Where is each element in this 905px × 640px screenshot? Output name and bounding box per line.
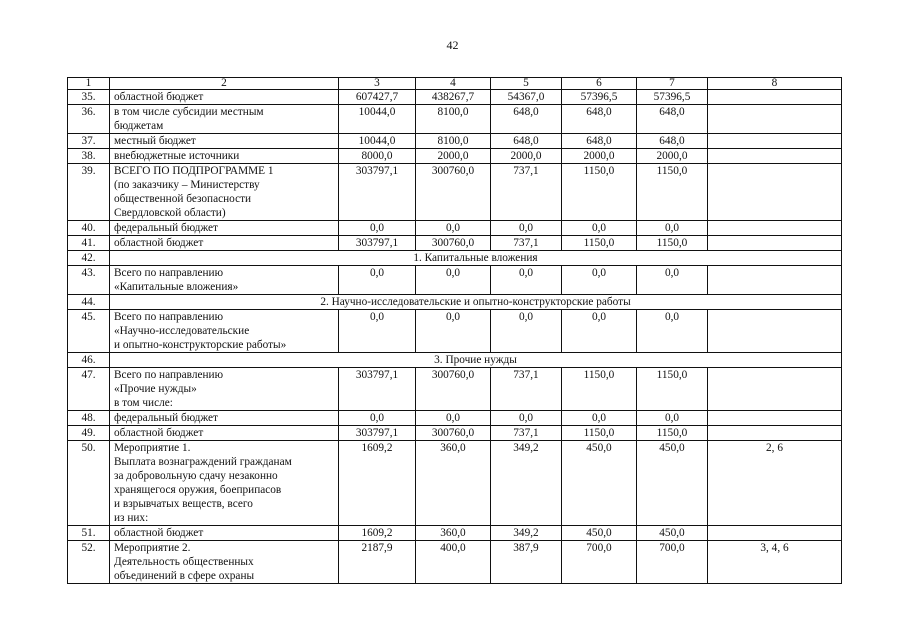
section-title: 1. Капитальные вложения: [110, 251, 842, 266]
amount-cell: 0,0: [491, 266, 562, 295]
amount-cell: 450,0: [637, 526, 708, 541]
amount-cell: 0,0: [491, 310, 562, 353]
section-row: [68, 251, 842, 266]
description-line: в том числе субсидии местным: [114, 106, 264, 118]
description-line: за добровольную сдачу незаконно: [114, 470, 278, 482]
amount-cell: 1150,0: [562, 164, 637, 221]
notes-cell: [708, 164, 842, 221]
table-row: [68, 441, 842, 526]
budget-table: [67, 77, 842, 584]
row-number: 47.: [68, 368, 110, 411]
row-description: [110, 164, 339, 221]
column-header: 4: [416, 78, 491, 90]
amount-cell: 300760,0: [416, 426, 491, 441]
column-header: 8: [708, 78, 842, 90]
row-number: 46.: [68, 353, 110, 368]
amount-cell: 0,0: [637, 310, 708, 353]
amount-cell: 2000,0: [491, 149, 562, 164]
table-row: [68, 236, 842, 251]
row-number: 51.: [68, 526, 110, 541]
notes-cell: [708, 134, 842, 149]
amount-cell: 648,0: [637, 105, 708, 134]
table-row: [68, 368, 842, 411]
amount-cell: 648,0: [637, 134, 708, 149]
amount-cell: 0,0: [562, 411, 637, 426]
table-row: [68, 164, 842, 221]
amount-cell: 1150,0: [562, 426, 637, 441]
amount-cell: 0,0: [339, 310, 416, 353]
row-number: 44.: [68, 295, 110, 310]
amount-cell: 360,0: [416, 441, 491, 526]
table-row: [68, 411, 842, 426]
amount-cell: 2000,0: [416, 149, 491, 164]
amount-cell: 303797,1: [339, 236, 416, 251]
table-row: [68, 105, 842, 134]
amount-cell: 8100,0: [416, 105, 491, 134]
column-header: 1: [68, 78, 110, 90]
description-line: «Капитальные вложения»: [114, 281, 239, 293]
notes-cell: [708, 411, 842, 426]
row-description: [110, 134, 339, 149]
amount-cell: 438267,7: [416, 90, 491, 105]
amount-cell: 0,0: [637, 266, 708, 295]
row-description: [110, 411, 339, 426]
amount-cell: 0,0: [491, 411, 562, 426]
notes-cell: [708, 368, 842, 411]
description-line: областной бюджет: [114, 427, 204, 439]
notes-cell: 3, 4, 6: [708, 541, 842, 584]
amount-cell: 1150,0: [637, 164, 708, 221]
table-row: [68, 90, 842, 105]
row-description: [110, 368, 339, 411]
description-line: в том числе:: [114, 397, 173, 409]
description-line: федеральный бюджет: [114, 222, 218, 234]
amount-cell: 1609,2: [339, 526, 416, 541]
amount-cell: 648,0: [562, 134, 637, 149]
table-row: [68, 134, 842, 149]
amount-cell: 648,0: [491, 134, 562, 149]
description-line: хранящегося оружия, боеприпасов: [114, 484, 282, 496]
row-description: [110, 221, 339, 236]
amount-cell: 450,0: [562, 526, 637, 541]
amount-cell: 737,1: [491, 236, 562, 251]
description-line: (по заказчику – Министерству: [114, 179, 260, 191]
notes-cell: [708, 90, 842, 105]
row-number: 35.: [68, 90, 110, 105]
description-line: «Прочие нужды»: [114, 383, 197, 395]
row-description: [110, 441, 339, 526]
amount-cell: 300760,0: [416, 368, 491, 411]
amount-cell: 8100,0: [416, 134, 491, 149]
amount-cell: 0,0: [491, 221, 562, 236]
description-line: областной бюджет: [114, 527, 204, 539]
amount-cell: 0,0: [339, 411, 416, 426]
description-line: Мероприятие 1.: [114, 442, 191, 454]
amount-cell: 303797,1: [339, 164, 416, 221]
notes-cell: [708, 221, 842, 236]
description-line: объединений в сфере охраны: [114, 570, 255, 582]
table-row: [68, 526, 842, 541]
column-header: 5: [491, 78, 562, 90]
amount-cell: 737,1: [491, 368, 562, 411]
row-description: [110, 310, 339, 353]
amount-cell: 0,0: [416, 310, 491, 353]
amount-cell: 1609,2: [339, 441, 416, 526]
amount-cell: 2000,0: [562, 149, 637, 164]
description-line: ВСЕГО ПО ПОДПРОГРАММЕ 1: [114, 165, 274, 177]
description-line: Всего по направлению: [114, 267, 224, 279]
amount-cell: 0,0: [416, 221, 491, 236]
row-description: [110, 105, 339, 134]
section-title: 2. Научно-исследовательские и опытно-конструкторские работы: [110, 295, 842, 310]
page-number: 42: [446, 38, 459, 52]
amount-cell: 1150,0: [562, 368, 637, 411]
section-row: [68, 353, 842, 368]
notes-cell: [708, 426, 842, 441]
amount-cell: 0,0: [562, 310, 637, 353]
table-row: [68, 541, 842, 584]
description-line: и опытно-конструкторские работы»: [114, 339, 287, 351]
notes-cell: 2, 6: [708, 441, 842, 526]
amount-cell: 700,0: [637, 541, 708, 584]
amount-cell: 607427,7: [339, 90, 416, 105]
amount-cell: 0,0: [562, 221, 637, 236]
row-description: [110, 149, 339, 164]
table-row: [68, 221, 842, 236]
amount-cell: 300760,0: [416, 236, 491, 251]
row-description: [110, 426, 339, 441]
amount-cell: 0,0: [637, 221, 708, 236]
description-line: областной бюджет: [114, 237, 204, 249]
amount-cell: 300760,0: [416, 164, 491, 221]
amount-cell: 54367,0: [491, 90, 562, 105]
amount-cell: 387,9: [491, 541, 562, 584]
row-number: 49.: [68, 426, 110, 441]
description-line: областной бюджет: [114, 91, 204, 103]
notes-cell: [708, 105, 842, 134]
row-number: 50.: [68, 441, 110, 526]
amount-cell: 737,1: [491, 164, 562, 221]
amount-cell: 303797,1: [339, 426, 416, 441]
header-row: [68, 78, 842, 90]
amount-cell: 1150,0: [637, 236, 708, 251]
row-number: 37.: [68, 134, 110, 149]
amount-cell: 700,0: [562, 541, 637, 584]
description-line: из них:: [114, 512, 149, 524]
amount-cell: 0,0: [637, 411, 708, 426]
description-line: «Научно-исследовательские: [114, 325, 250, 337]
amount-cell: 1150,0: [637, 426, 708, 441]
notes-cell: [708, 526, 842, 541]
notes-cell: [708, 310, 842, 353]
row-description: [110, 526, 339, 541]
description-line: общественной безопасности: [114, 193, 252, 205]
row-description: [110, 90, 339, 105]
column-header: 2: [110, 78, 339, 90]
amount-cell: 400,0: [416, 541, 491, 584]
row-description: [110, 236, 339, 251]
description-line: Всего по направлению: [114, 369, 224, 381]
row-number: 42.: [68, 251, 110, 266]
amount-cell: 450,0: [637, 441, 708, 526]
description-line: Выплата вознаграждений гражданам: [114, 456, 292, 468]
amount-cell: 0,0: [339, 221, 416, 236]
row-number: 43.: [68, 266, 110, 295]
description-line: Мероприятие 2.: [114, 542, 191, 554]
amount-cell: 349,2: [491, 526, 562, 541]
description-line: Свердловской области): [114, 207, 226, 219]
amount-cell: 10044,0: [339, 105, 416, 134]
row-number: 40.: [68, 221, 110, 236]
description-line: Всего по направлению: [114, 311, 224, 323]
amount-cell: 360,0: [416, 526, 491, 541]
amount-cell: 0,0: [416, 411, 491, 426]
row-number: 41.: [68, 236, 110, 251]
amount-cell: 450,0: [562, 441, 637, 526]
amount-cell: 737,1: [491, 426, 562, 441]
column-header: 6: [562, 78, 637, 90]
row-description: [110, 266, 339, 295]
amount-cell: 10044,0: [339, 134, 416, 149]
description-line: внебюджетные источники: [114, 150, 240, 162]
description-line: местный бюджет: [114, 135, 196, 147]
row-number: 45.: [68, 310, 110, 353]
table-row: [68, 266, 842, 295]
row-description: [110, 541, 339, 584]
amount-cell: 2187,9: [339, 541, 416, 584]
amount-cell: 349,2: [491, 441, 562, 526]
amount-cell: 1150,0: [637, 368, 708, 411]
amount-cell: 648,0: [491, 105, 562, 134]
table-row: [68, 426, 842, 441]
amount-cell: 0,0: [416, 266, 491, 295]
amount-cell: 1150,0: [562, 236, 637, 251]
row-number: 48.: [68, 411, 110, 426]
row-number: 38.: [68, 149, 110, 164]
column-header: 7: [637, 78, 708, 90]
section-title: 3. Прочие нужды: [110, 353, 842, 368]
amount-cell: 0,0: [339, 266, 416, 295]
description-line: бюджетам: [114, 120, 164, 132]
row-number: 39.: [68, 164, 110, 221]
notes-cell: [708, 149, 842, 164]
amount-cell: 8000,0: [339, 149, 416, 164]
amount-cell: 303797,1: [339, 368, 416, 411]
amount-cell: 0,0: [562, 266, 637, 295]
notes-cell: [708, 236, 842, 251]
section-row: [68, 295, 842, 310]
notes-cell: [708, 266, 842, 295]
table-row: [68, 310, 842, 353]
description-line: федеральный бюджет: [114, 412, 218, 424]
description-line: Деятельность общественных: [114, 556, 254, 568]
description-line: и взрывчатых веществ, всего: [114, 498, 253, 510]
amount-cell: 2000,0: [637, 149, 708, 164]
column-header: 3: [339, 78, 416, 90]
amount-cell: 57396,5: [637, 90, 708, 105]
table-row: [68, 149, 842, 164]
amount-cell: 648,0: [562, 105, 637, 134]
row-number: 36.: [68, 105, 110, 134]
amount-cell: 57396,5: [562, 90, 637, 105]
row-number: 52.: [68, 541, 110, 584]
